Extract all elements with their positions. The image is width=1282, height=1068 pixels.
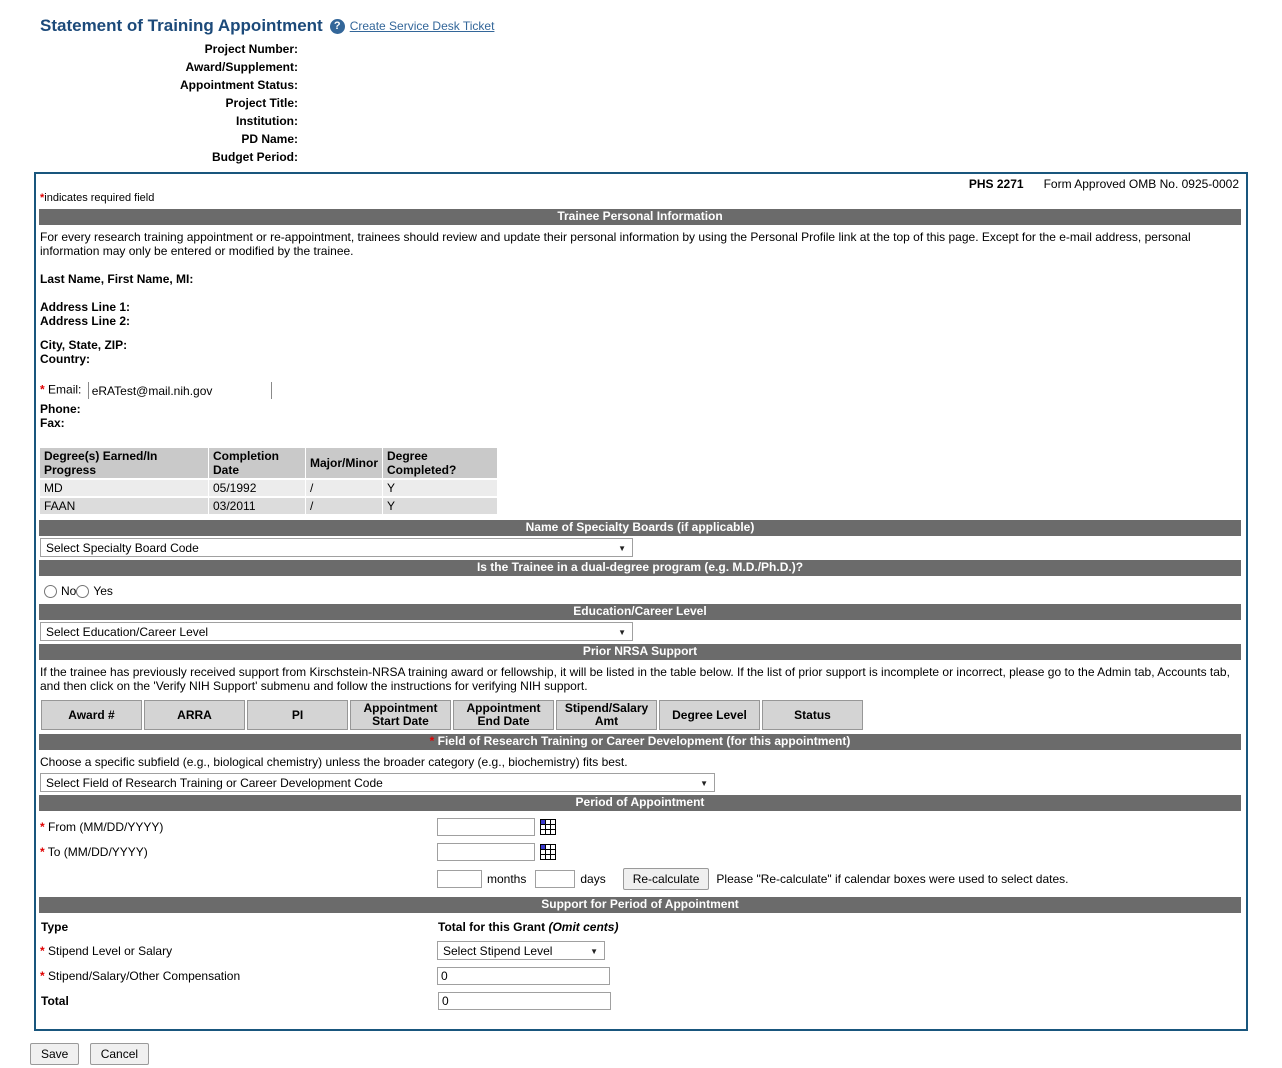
degree-completed-cell: Y (383, 498, 497, 514)
country-label: Country: (40, 352, 90, 366)
degrees-col-major-minor: Major/Minor (306, 448, 382, 478)
degrees-col-completed: Degree Completed? (383, 448, 497, 478)
to-required-asterisk: * (40, 845, 45, 859)
to-date-label-col (39, 845, 437, 859)
field-required-asterisk: * (429, 734, 435, 748)
omb-approval: Form Approved OMB No. 0925-0002 (1043, 177, 1239, 191)
section-prior-nrsa-support: Prior NRSA Support (39, 644, 1241, 660)
duration-row (39, 868, 1241, 890)
degrees-col-completion-date: Completion Date (209, 448, 305, 478)
degree-completed-cell: Y (383, 480, 497, 496)
table-row (40, 480, 497, 496)
form-number: PHS 2271 (968, 177, 1024, 191)
chevron-down-icon: ▼ (700, 779, 708, 788)
support-header-row (39, 920, 1241, 934)
degrees-table (39, 446, 498, 516)
field-of-research-selected-value: Select Field of Research Training or Career Development Code (46, 776, 383, 790)
trainee-description: For every research training appointment or re-appointment, trainees should review and update their personal information by using the Personal Profile link at the top of this page. Except for the e-mail address, personal information may only be entered or modified by the trainee. (40, 230, 1191, 258)
from-required-asterisk: * (40, 820, 45, 834)
section-field-of-research (39, 734, 1241, 750)
save-button[interactable]: Save (30, 1043, 79, 1065)
field-description: Choose a specific subfield (e.g., biological chemistry) unless the broader category (e.g., biochemistry) fits best. (40, 755, 628, 769)
appointment-status-label: Appointment Status: (180, 78, 298, 92)
required-asterisk: * (40, 192, 45, 204)
degrees-header-row (40, 448, 497, 478)
education-career-level-selected-value: Select Education/Career Level (46, 625, 209, 639)
dual-degree-yes-label: Yes (93, 584, 113, 598)
help-icon[interactable]: ? (330, 19, 345, 34)
section-education-career-level: Education/Career Level (39, 604, 1241, 620)
table-row (40, 498, 497, 514)
omit-cents-label: (Omit cents) (548, 920, 619, 934)
to-date-label: To (MM/DD/YYYY) (47, 845, 148, 859)
days-label: days (580, 872, 606, 886)
completion-date-cell: 03/2011 (209, 498, 305, 514)
education-career-level-select[interactable] (40, 622, 633, 641)
total-for-grant-label: Total for this Grant (Omit cents) (438, 920, 619, 934)
stipend-level-selected-value: Select Stipend Level (443, 944, 553, 958)
prior-col-end-date: Appointment End Date (453, 700, 554, 730)
degree-cell: FAAN (40, 498, 208, 514)
dual-degree-yes-radio[interactable] (76, 585, 89, 598)
phs-2271-form (34, 172, 1248, 1031)
budget-period-label: Budget Period: (212, 150, 298, 164)
email-row (40, 382, 1241, 399)
total-input[interactable] (438, 992, 611, 1010)
prior-nrsa-description: If the trainee has previously received support from Kirschstein-NRSA training award or fellowship, it will be listed in the table below. If the list of prior support is incomplete or incorrect, please go to the Admin tab, Accounts tab, and then click on the 'Verify NIH Support' submenu and follow the instructions for verifying NIH support. (40, 665, 1230, 693)
page-title: Statement of Training Appointment (40, 16, 323, 35)
prior-col-degree-level: Degree Level (659, 700, 760, 730)
dual-degree-no-label: No (61, 584, 77, 598)
create-service-desk-ticket-link[interactable]: Create Service Desk Ticket (349, 19, 495, 33)
major-minor-cell: / (306, 480, 382, 496)
stipend-level-label: Stipend Level or Salary (48, 943, 173, 958)
prior-col-pi: PI (247, 700, 348, 730)
cancel-button[interactable]: Cancel (90, 1043, 149, 1065)
email-label: Email: (48, 382, 82, 397)
from-calendar-icon[interactable] (540, 819, 556, 835)
project-info (0, 40, 298, 166)
from-date-label: From (MM/DD/YYYY) (48, 820, 164, 834)
months-input[interactable] (437, 870, 482, 888)
dual-degree-radio-group (44, 584, 1241, 598)
phone-label: Phone: (40, 402, 81, 416)
compensation-label: Stipend/Salary/Other Compensation (48, 969, 241, 983)
compensation-label-col (39, 969, 437, 983)
form-actions (30, 1043, 1282, 1065)
award-supplement-label: Award/Supplement: (185, 60, 298, 74)
section-trainee-personal-information: Trainee Personal Information (39, 209, 1241, 225)
total-row (39, 992, 1241, 1010)
total-label: Total (41, 994, 69, 1008)
name-label: Last Name, First Name, MI: (40, 272, 194, 286)
prior-nrsa-table (39, 698, 865, 732)
city-state-zip-label: City, State, ZIP: (40, 338, 128, 352)
from-date-label-col (39, 820, 437, 834)
prior-nrsa-header-row (41, 700, 863, 730)
stipend-level-row (39, 941, 1241, 960)
form-number-row (39, 176, 1241, 191)
prior-col-stipend: Stipend/Salary Amt (556, 700, 657, 730)
section-period-of-appointment: Period of Appointment (39, 795, 1241, 811)
field-of-research-select[interactable] (40, 773, 715, 792)
field-section-title: Field of Research Training or Career Development (for this appointment) (437, 734, 851, 748)
stipend-level-select[interactable] (437, 941, 605, 960)
project-number-label: Project Number: (204, 42, 298, 56)
days-input[interactable] (535, 870, 575, 888)
email-input[interactable] (88, 382, 272, 399)
compensation-row (39, 967, 1241, 985)
recalculate-note: Please "Re-calculate" if calendar boxes were used to select dates. (716, 872, 1069, 886)
completion-date-cell: 05/1992 (209, 480, 305, 496)
email-required-asterisk: * (40, 382, 45, 397)
to-date-row (39, 843, 1241, 861)
dual-degree-no-radio[interactable] (44, 585, 57, 598)
degrees-col-degree: Degree(s) Earned/In Progress (40, 448, 208, 478)
stipend-required-asterisk: * (40, 943, 45, 958)
recalculate-button[interactable]: Re-calculate (623, 868, 710, 890)
institution-label: Institution: (236, 114, 298, 128)
section-specialty-boards: Name of Specialty Boards (if applicable) (39, 520, 1241, 536)
section-support-period: Support for Period of Appointment (39, 897, 1241, 913)
section-dual-degree: Is the Trainee in a dual-degree program (e.g. M.D./Ph.D.)? (39, 560, 1241, 576)
specialty-board-selected-value: Select Specialty Board Code (46, 541, 199, 555)
prior-col-arra: ARRA (144, 700, 245, 730)
prior-col-status: Status (762, 700, 863, 730)
pd-name-label: PD Name: (241, 132, 298, 146)
major-minor-cell: / (306, 498, 382, 514)
chevron-down-icon: ▼ (618, 628, 626, 637)
from-date-row (39, 818, 1241, 836)
address1-label: Address Line 1: (40, 300, 131, 314)
months-label: months (487, 872, 527, 886)
project-title-label: Project Title: (225, 96, 298, 110)
page-header (0, 0, 1282, 36)
compensation-input[interactable] (437, 967, 610, 985)
type-label: Type (41, 920, 69, 934)
compensation-required-asterisk: * (40, 969, 45, 983)
specialty-board-select[interactable] (40, 538, 633, 557)
chevron-down-icon: ▼ (618, 544, 626, 553)
degree-cell: MD (40, 480, 208, 496)
prior-col-start-date: Appointment Start Date (350, 700, 451, 730)
to-calendar-icon[interactable] (540, 844, 556, 860)
fax-label: Fax: (40, 416, 65, 430)
stipend-level-label-col (39, 944, 437, 958)
required-field-note: *indicates required field (40, 192, 155, 204)
prior-col-award: Award # (41, 700, 142, 730)
to-date-input[interactable] (437, 843, 535, 861)
chevron-down-icon: ▼ (590, 947, 598, 956)
address2-label: Address Line 2: (40, 314, 131, 328)
from-date-input[interactable] (437, 818, 535, 836)
